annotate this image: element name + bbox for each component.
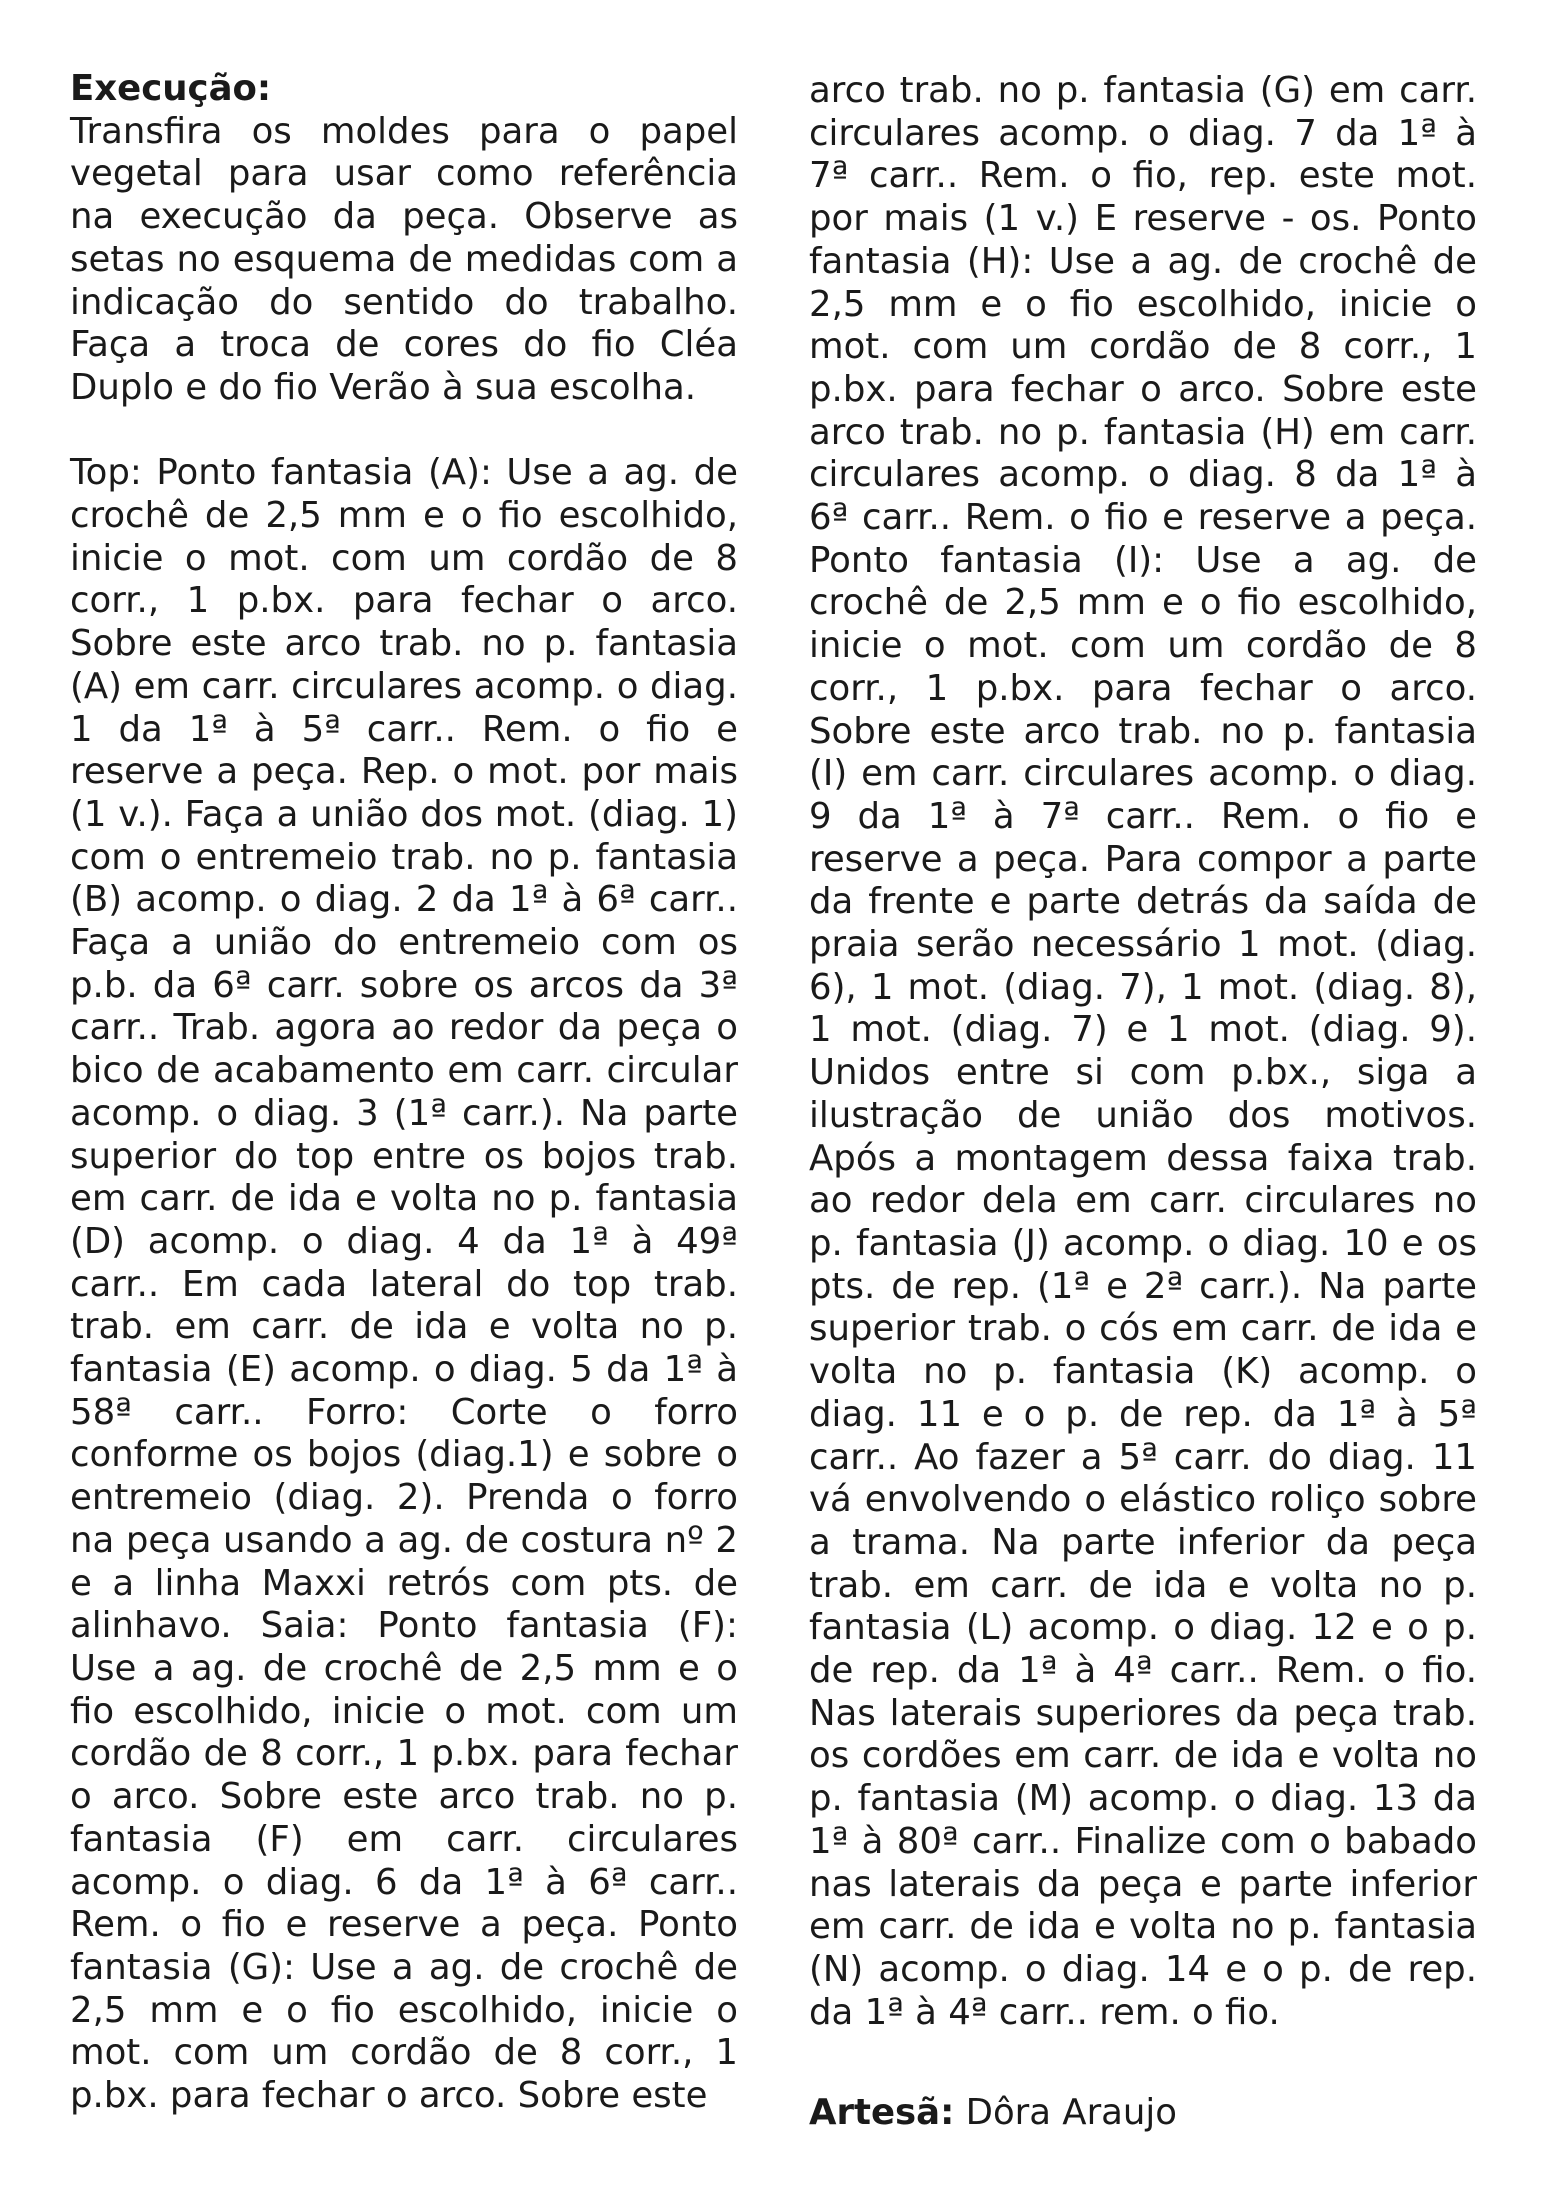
artisan-name: Dôra Araujo xyxy=(965,2092,1178,2133)
left-column xyxy=(70,68,738,2118)
right-column xyxy=(809,70,1477,2034)
section-heading: Execução: xyxy=(70,68,272,109)
intro-paragraph: Transfira os moldes para o papel vegetal para usar como referência na execução da peça. Observe as setas no esquema de medidas com a indicação do sentido do trabalho. Faça a troca de cores do fio Cléa Duplo e do fio Verão à sua escolha. xyxy=(70,110,738,408)
instructions-paragraph-left: Top: Ponto fantasia (A): Use a ag. de crochê de 2,5 mm e o fio escolhido, inicie o mot. com um cordão de 8 corr., 1 p.bx. para fechar o arco. Sobre este arco trab. no p. fantasia (A) em carr. circulares acomp. o diag. 1 da 1ª à 5ª carr.. Rem. o fio e reserve a peça. Rep. o mot. por mais (1 v.). Faça a união dos mot. (diag. 1) com o entremeio trab. no p. fantasia (B) acomp. o diag. 2 da 1ª à 6ª carr.. Faça a união do entremeio com os p.b. da 6ª carr. sobre os arcos da 3ª carr.. Trab. agora ao redor da peça o bico de acabamento em carr. circular acomp. o diag. 3 (1ª carr.). Na parte superior do top entre os bojos trab. em carr. de ida e volta no p. fantasia (D) acomp. o diag. 4 da 1ª à 49ª carr.. Em cada lateral do top trab. trab. em carr. de ida e volta no p. fantasia (E) acomp. o diag. 5 da 1ª à 58ª carr.. Forro: Corte o forro conforme os bojos (diag.1) e sobre o entremeio (diag. 2). Prenda o forro na peça usando a ag. de costura nº 2 e a linha Maxxi retrós com pts. de alinhavo. Saia: Ponto fantasia (F): Use a ag. de crochê de 2,5 mm e o fio escolhido, inicie o mot. com um cordão de 8 corr., 1 p.bx. para fechar o arco. Sobre este arco trab. no p. fantasia (F) em carr. circulares acomp. o diag. 6 da 1ª à 6ª carr.. Rem. o fio e reserve a peça. Ponto fantasia (G): Use a ag. de crochê de 2,5 mm e o fio escolhido, inicie o mot. com um cordão de 8 corr., 1 p.bx. para fechar o arco. Sobre este xyxy=(70,452,738,2117)
instructions-paragraph-right: arco trab. no p. fantasia (G) em carr. circulares acomp. o diag. 7 da 1ª à 7ª carr.. Rem. o fio, rep. este mot. por mais (1 v.) E reserve - os. Ponto fantasia (H): Use a ag. de crochê de 2,5 mm e o fio escolhido, inicie o mot. com um cordão de 8 corr., 1 p.bx. para fechar o arco. Sobre este arco trab. no p. fantasia (H) em carr. circulares acomp. o diag. 8 da 1ª à 6ª carr.. Rem. o fio e reserve a peça. Ponto fantasia (I): Use a ag. de crochê de 2,5 mm e o fio escolhido, inicie o mot. com um cordão de 8 corr., 1 p.bx. para fechar o arco. Sobre este arco trab. no p. fantasia (I) em carr. circulares acomp. o diag. 9 da 1ª à 7ª carr.. Rem. o fio e reserve a peça. Para compor a parte da frente e parte detrás da saída de praia serão necessário 1 mot. (diag. 6), 1 mot. (diag. 7), 1 mot. (diag. 8), 1 mot. (diag. 7) e 1 mot. (diag. 9). Unidos entre si com p.bx., siga a ilustração de união dos motivos. Após a montagem dessa faixa trab. ao redor dela em carr. circulares no p. fantasia (J) acomp. o diag. 10 e os pts. de rep. (1ª e 2ª carr.). Na parte superior trab. o cós em carr. de ida e volta no p. fantasia (K) acomp. o diag. 11 e o p. de rep. da 1ª à 5ª carr.. Ao fazer a 5ª carr. do diag. 11 vá envolvendo o elástico roliço sobre a trama. Na parte inferior da peça trab. em carr. de ida e volta no p. fantasia (L) acomp. o diag. 12 e o p. de rep. da 1ª à 4ª carr.. Rem. o fio. Nas laterais superiores da peça trab. os cordões em carr. de ida e volta no p. fantasia (M) acomp. o diag. 13 da 1ª à 80ª carr.. Finalize com o babado nas laterais da peça e parte inferior em carr. de ida e volta no p. fantasia (N) acomp. o diag. 14 e o p. de rep. da 1ª à 4ª carr.. rem. o fio. xyxy=(809,70,1477,2033)
artisan-label: Artesã: xyxy=(809,2092,955,2133)
paragraph-spacer xyxy=(70,410,738,453)
artisan-credit xyxy=(809,2092,1177,2135)
